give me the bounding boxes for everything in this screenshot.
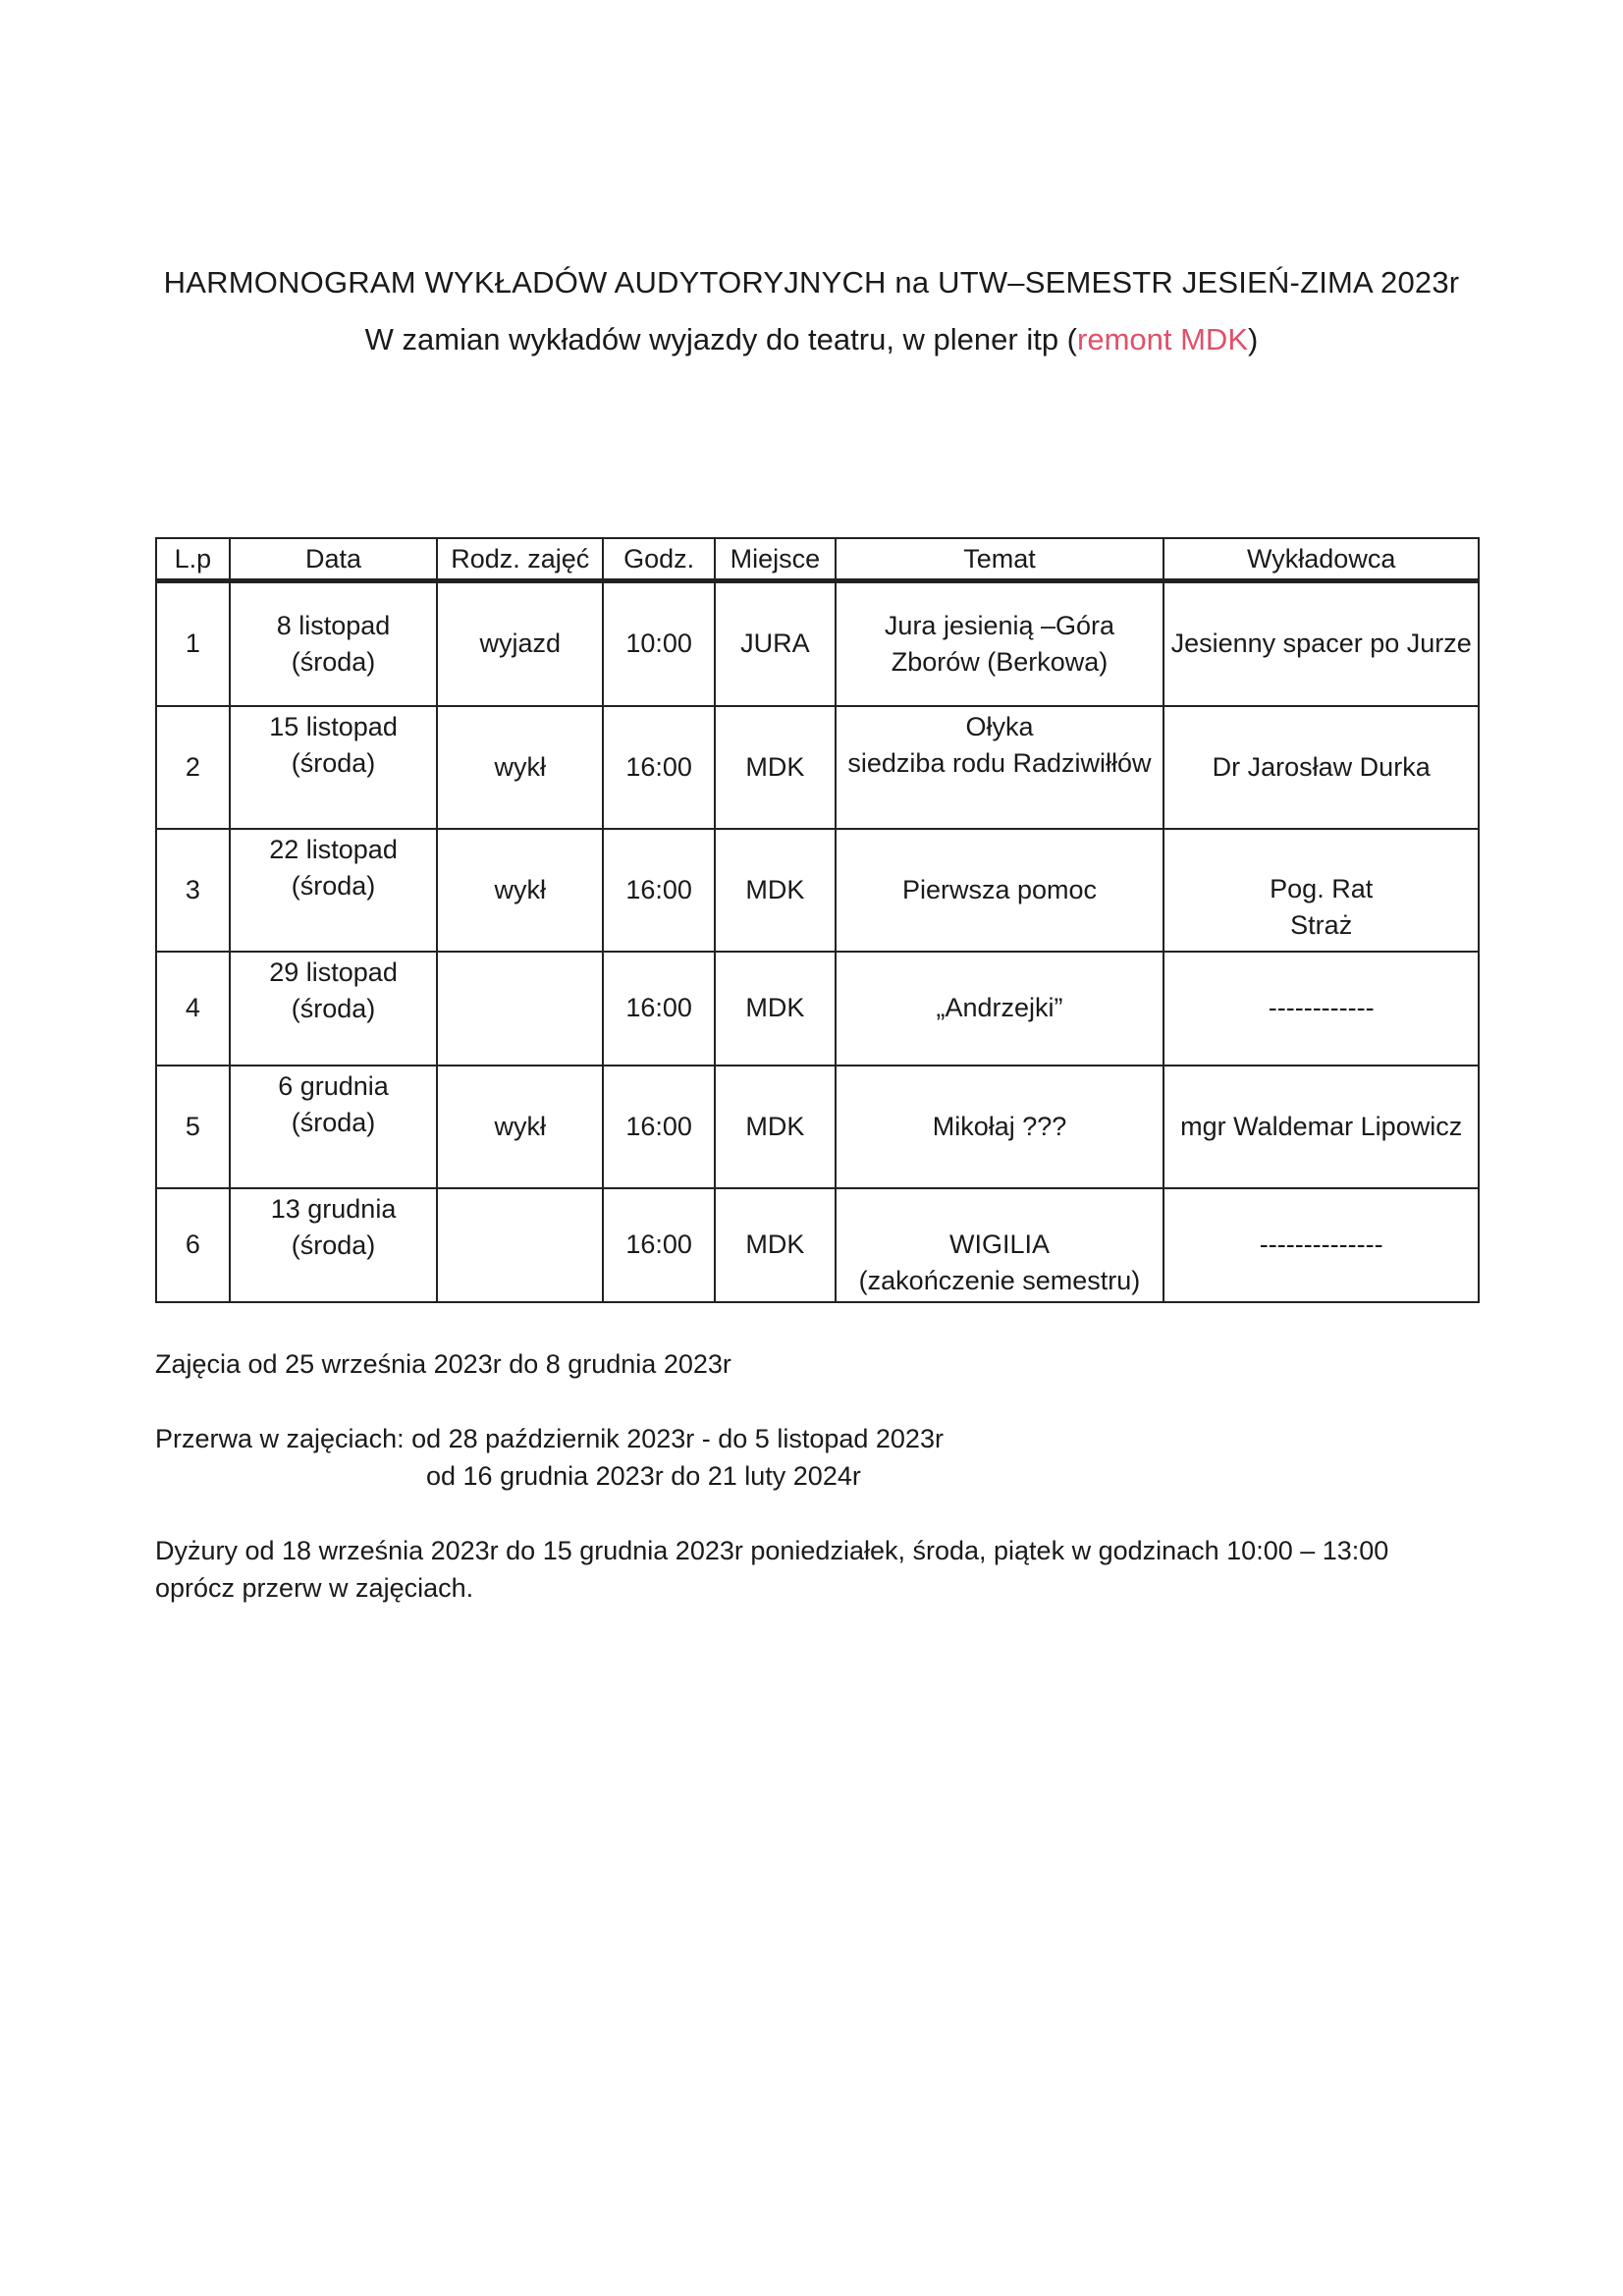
cell-wykladowca	[1163, 952, 1479, 1066]
header-temat: Temat	[836, 538, 1164, 581]
cell-data-date: 15 listopad	[269, 711, 398, 741]
subtitle-suffix: )	[1248, 322, 1259, 356]
cell-temat	[836, 1188, 1164, 1302]
cell-wykladowca-line1: --------------	[1259, 1230, 1383, 1259]
cell-wykladowca-line1: Pog. Rat	[1270, 874, 1374, 903]
cell-lp: 1	[156, 581, 230, 706]
cell-temat-line1: Ołyka	[965, 711, 1034, 741]
cell-godz: 16:00	[603, 706, 715, 829]
cell-temat-line1: WIGILIA	[948, 1229, 1050, 1259]
cell-data	[230, 581, 438, 706]
cell-temat	[836, 829, 1164, 952]
cell-temat-line2: siedziba rodu Radziwiłłów	[847, 747, 1152, 778]
cell-lp: 5	[156, 1066, 230, 1188]
cell-data	[230, 1188, 438, 1302]
subtitle-highlight: remont MDK	[1077, 322, 1248, 356]
note-przerwa-line1: Przerwa w zajęciach: od 28 październik 2023r - do 5 listopad 2023r	[155, 1424, 944, 1453]
note-dyzury-line1: Dyżury od 18 września 2023r do 15 grudnia 2023r poniedziałek, środa, piątek w godzinach 10:00 – 13:00	[155, 1536, 1389, 1565]
table-row	[156, 581, 1479, 706]
cell-miejsce: MDK	[715, 706, 835, 829]
cell-data-date: 13 grudnia	[270, 1193, 397, 1224]
cell-wykladowca	[1163, 1066, 1479, 1188]
cell-godz: 16:00	[603, 829, 715, 952]
cell-data-date: 29 listopad	[269, 957, 398, 987]
cell-wykladowca	[1163, 1188, 1479, 1302]
table-header-row	[156, 538, 1479, 581]
cell-wykladowca-line1: ------------	[1268, 993, 1375, 1022]
cell-data-day: (środa)	[291, 1107, 376, 1137]
notes-section	[155, 1345, 1388, 1607]
cell-miejsce: MDK	[715, 1066, 835, 1188]
cell-godz: 10:00	[603, 581, 715, 706]
table-row	[156, 829, 1479, 952]
table-row	[156, 1188, 1479, 1302]
cell-miejsce: MDK	[715, 952, 835, 1066]
cell-lp: 3	[156, 829, 230, 952]
table-row	[156, 1066, 1479, 1188]
cell-wykladowca	[1163, 829, 1479, 952]
cell-temat-line1: Pierwsza pomoc	[901, 874, 1098, 904]
note-zajecia: Zajęcia od 25 września 2023r do 8 grudnia 2023r	[155, 1349, 731, 1379]
cell-temat-line2: (zakończenie semestru)	[858, 1265, 1141, 1295]
cell-temat-line1: Jura jesienią –Góra	[884, 610, 1115, 640]
cell-data	[230, 829, 438, 952]
note-przerwa-line2: od 16 grudnia 2023r do 21 luty 2024r	[426, 1461, 861, 1491]
document-subtitle	[0, 322, 1623, 357]
cell-temat-line1: Mikołaj ???	[932, 1111, 1067, 1141]
cell-rodzaj	[437, 1188, 603, 1302]
cell-wykladowca-line1: mgr Waldemar Lipowicz	[1180, 1111, 1463, 1141]
note-dyzury-line2: oprócz przerw w zajęciach.	[155, 1573, 474, 1603]
cell-data-day: (środa)	[291, 870, 376, 901]
cell-miejsce: MDK	[715, 829, 835, 952]
cell-wykladowca	[1163, 706, 1479, 829]
cell-data-day: (środa)	[291, 747, 376, 778]
cell-temat	[836, 1066, 1164, 1188]
cell-rodzaj	[437, 952, 603, 1066]
cell-data-day: (środa)	[291, 1230, 376, 1260]
cell-rodzaj: wykł	[437, 706, 603, 829]
cell-miejsce: JURA	[715, 581, 835, 706]
document-title: HARMONOGRAM WYKŁADÓW AUDYTORYJNYCH na UTW–SEMESTR JESIEŃ-ZIMA 2023r	[163, 265, 1460, 300]
cell-rodzaj: wykł	[437, 1066, 603, 1188]
cell-wykladowca-line2: Straż	[1290, 910, 1353, 940]
cell-miejsce: MDK	[715, 1188, 835, 1302]
cell-temat-line1: „Andrzejki”	[936, 993, 1063, 1022]
subtitle-prefix: W zamian wykładów wyjazdy do teatru, w plener itp (	[364, 322, 1078, 356]
cell-data	[230, 706, 438, 829]
cell-wykladowca-line1: Dr Jarosław Durka	[1212, 751, 1431, 782]
cell-temat	[836, 952, 1164, 1066]
cell-data	[230, 952, 438, 1066]
cell-rodzaj: wyjazd	[437, 581, 603, 706]
cell-data-day: (środa)	[291, 646, 376, 677]
table-row	[156, 952, 1479, 1066]
header-miejsce: Miejsce	[715, 538, 835, 581]
cell-data-date: 6 grudnia	[278, 1070, 389, 1101]
header-lp: L.p	[156, 538, 230, 581]
cell-temat-line2: Zborów (Berkowa)	[891, 646, 1109, 677]
cell-lp: 6	[156, 1188, 230, 1302]
header-rodzaj: Rodz. zajęć	[437, 538, 603, 581]
schedule-table	[155, 537, 1480, 1303]
cell-data-day: (środa)	[291, 993, 376, 1023]
cell-godz: 16:00	[603, 952, 715, 1066]
cell-temat	[836, 706, 1164, 829]
header-godz: Godz.	[603, 538, 715, 581]
header-wykladowca: Wykładowca	[1163, 538, 1479, 581]
header-data: Data	[230, 538, 438, 581]
cell-wykladowca-line1: Jesienny spacer po Jurze	[1170, 629, 1472, 659]
cell-data	[230, 1066, 438, 1188]
cell-godz: 16:00	[603, 1188, 715, 1302]
cell-wykladowca	[1163, 581, 1479, 706]
cell-data-date: 8 listopad	[276, 610, 391, 640]
cell-rodzaj: wykł	[437, 829, 603, 952]
cell-godz: 16:00	[603, 1066, 715, 1188]
cell-temat	[836, 581, 1164, 706]
table-row	[156, 706, 1479, 829]
cell-lp: 4	[156, 952, 230, 1066]
cell-lp: 2	[156, 706, 230, 829]
cell-data-date: 22 listopad	[269, 834, 398, 864]
